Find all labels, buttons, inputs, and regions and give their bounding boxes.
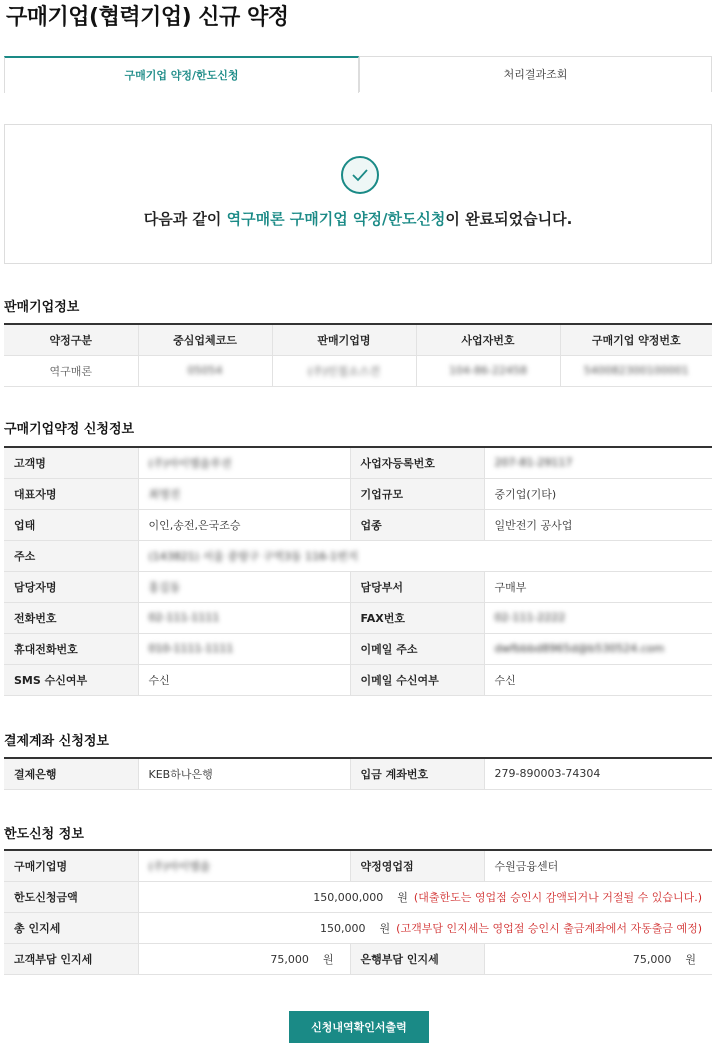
bank-stamp-value [484, 943, 712, 974]
phone-label: 전화번호 [4, 602, 138, 633]
customer-name-value: (주)아이엠솔루션 [138, 447, 350, 478]
department-label: 담당부서 [350, 571, 484, 602]
mobile-label: 휴대전화번호 [4, 633, 138, 664]
industry-label: 업종 [350, 509, 484, 540]
table-row [4, 881, 712, 912]
manager-label: 담당자명 [4, 571, 138, 602]
stamp-tax-unit: 원 [379, 921, 391, 935]
account-info-title: 결제계좌 신청정보 [4, 734, 109, 749]
stamp-tax-value [138, 912, 712, 943]
account-number-label: 입금 계좌번호 [350, 758, 484, 789]
branch-label: 약정영업점 [350, 850, 484, 881]
table-row [4, 571, 712, 602]
table-row [4, 540, 712, 571]
sms-consent-label: SMS 수신여부 [4, 664, 138, 695]
contract-info-table [4, 446, 712, 696]
branch-value: 수원금융센터 [484, 850, 712, 881]
table-row [4, 355, 712, 386]
bank-stamp-unit: 원 [685, 952, 696, 966]
email-label: 이메일 주소 [350, 633, 484, 664]
print-confirmation-button[interactable]: 신청내역확인서출력 [289, 1011, 429, 1043]
completion-suffix: 이 완료되었습니다. [445, 210, 573, 228]
industry-value: 일반전기 공사업 [484, 509, 712, 540]
account-number-value: 279-890003-74304 [484, 758, 712, 789]
email-consent-value: 수신 [484, 664, 712, 695]
bank-stamp-label: 은행부담 인지세 [350, 943, 484, 974]
tab-bar [4, 56, 712, 92]
bank-label: 결제은행 [4, 758, 138, 789]
address-value: (143821) 서울 중랑구 구역3동 116-1번지 [138, 540, 712, 571]
buyer-name-value: (주)아이엠솔 [138, 850, 350, 881]
buyer-name-label: 구매기업명 [4, 850, 138, 881]
tab-result-inquiry[interactable]: 처리결과조회 [359, 56, 712, 92]
limit-amount-value [138, 881, 712, 912]
limit-amount-unit: 원 [397, 890, 408, 904]
email-consent-label: 이메일 수신여부 [350, 664, 484, 695]
biz-type-value: 이인,송전,은국조승 [138, 509, 350, 540]
limit-info-title: 한도신청 정보 [4, 827, 84, 842]
tab-contract-apply[interactable]: 구매기업 약정/한도신청 [4, 56, 359, 93]
table-row [4, 478, 712, 509]
completion-highlight: 역구매론 구매기업 약정/한도신청 [226, 210, 446, 228]
address-label: 주소 [4, 540, 138, 571]
limit-amount-label: 한도신청금액 [4, 881, 138, 912]
company-scale-value: 중기업(기타) [484, 478, 712, 509]
bank-value: KEB하나은행 [138, 758, 350, 789]
table-row [4, 509, 712, 540]
biz-reg-value: 207-81-29117 [484, 447, 712, 478]
mobile-value: 010-1111-1111 [138, 633, 350, 664]
table-row [4, 943, 712, 974]
fax-value: 02-111-2222 [484, 602, 712, 633]
table-row [4, 447, 712, 478]
seller-header: 약정구분 [4, 324, 138, 355]
manager-value: 홍길동 [138, 571, 350, 602]
seller-header: 중심업체코드 [138, 324, 272, 355]
account-info-table [4, 757, 712, 790]
seller-header: 사업자번호 [416, 324, 560, 355]
department-value: 구매부 [484, 571, 712, 602]
limit-info-table [4, 849, 712, 975]
stamp-tax: 150,000 [320, 921, 366, 935]
customer-stamp-label: 고객부담 인지세 [4, 943, 138, 974]
customer-stamp-unit: 원 [322, 952, 334, 966]
seller-header: 구매기업 약정번호 [560, 324, 712, 355]
table-row [4, 850, 712, 881]
seller-contract-type: 역구매론 [4, 355, 138, 386]
seller-info-table [4, 323, 712, 387]
table-row [4, 633, 712, 664]
bank-stamp: 75,000 [632, 952, 672, 966]
fax-label: FAX번호 [350, 602, 484, 633]
table-row [4, 912, 712, 943]
customer-stamp-value [138, 943, 350, 974]
limit-amount: 150,000,000 [313, 890, 384, 904]
seller-biz-number: 104-86-22458 [416, 355, 560, 386]
buyer-contract-number[interactable]: 540082300100001 [560, 355, 712, 386]
page-title: 구매기업(협력기업) 신규 약정 [6, 5, 289, 30]
limit-amount-note: (대출한도는 영업점 승인시 감액되거나 거절될 수 있습니다.) [413, 890, 702, 904]
table-row [4, 602, 712, 633]
phone-value: 02-111-1111 [138, 602, 350, 633]
stamp-tax-label: 총 인지세 [4, 912, 138, 943]
company-scale-label: 기업규모 [350, 478, 484, 509]
completion-box [4, 124, 712, 264]
biz-type-label: 업태 [4, 509, 138, 540]
customer-stamp: 75,000 [270, 952, 309, 966]
biz-reg-label: 사업자등록번호 [350, 447, 484, 478]
seller-header: 판매기업명 [272, 324, 416, 355]
completion-message [5, 208, 711, 229]
seller-company-name: (주)인칠소스건 [272, 355, 416, 386]
customer-name-label: 고객명 [4, 447, 138, 478]
table-row [4, 664, 712, 695]
ceo-label: 대표자명 [4, 478, 138, 509]
stamp-tax-note: (고객부담 인지세는 영업점 승인시 출금계좌에서 자동출금 예정) [396, 921, 702, 935]
completion-prefix: 다음과 같이 [143, 210, 227, 228]
contract-info-title: 구매기업약정 신청정보 [4, 422, 135, 437]
ceo-value: 최명진 [138, 478, 350, 509]
email-value: dwfbbbd8965d@b530524.com [484, 633, 712, 664]
check-icon [341, 156, 379, 194]
seller-center-code: 05054 [138, 355, 272, 386]
table-row [4, 758, 712, 789]
sms-consent-value: 수신 [138, 664, 350, 695]
seller-info-title: 판매기업정보 [4, 300, 80, 315]
